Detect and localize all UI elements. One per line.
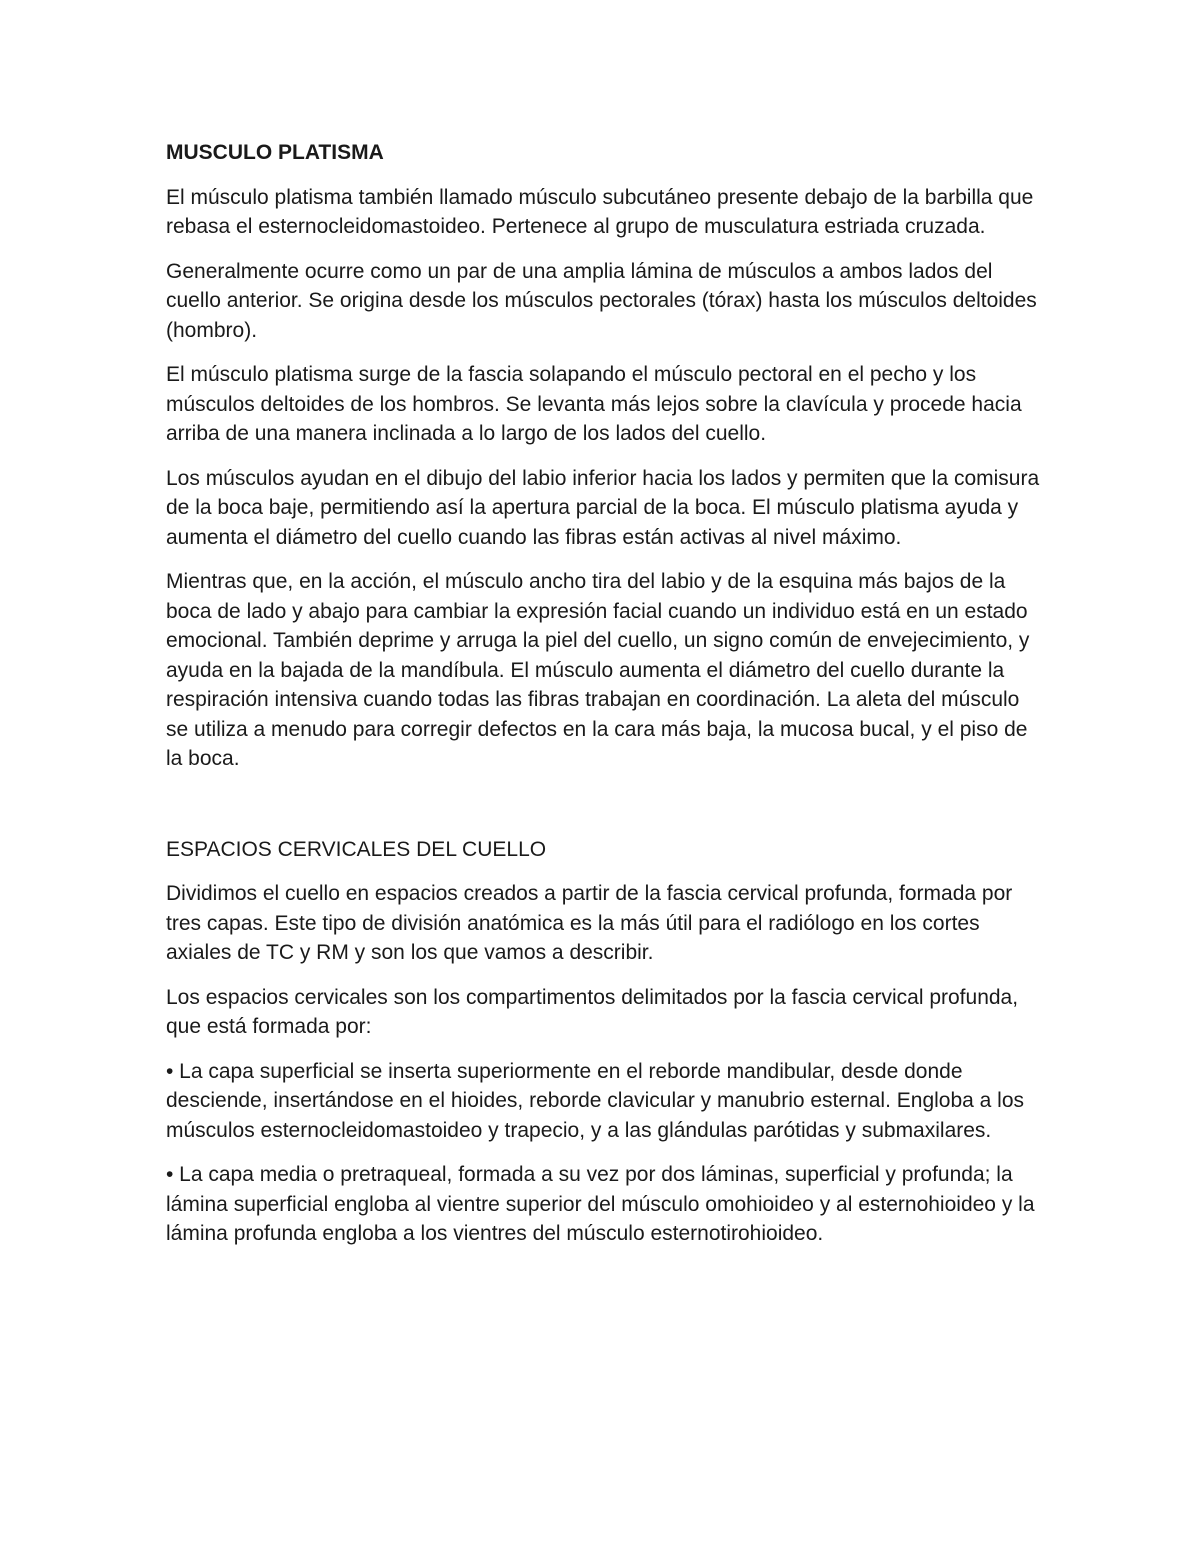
bullet-paragraph: • La capa media o pretraqueal, formada a su vez por dos láminas, superficial y profunda; la lámina superficial engloba al vientre superior del músculo omohioideo y al esternohioideo y la lámina profunda engloba a los vientres del músculo esternotirohioideo.: [166, 1163, 1035, 1245]
paragraph: El músculo platisma también llamado músculo subcutáneo presente debajo de la barbilla que rebasa el esternocleidomastoideo. Pertenece al grupo de musculatura estriada cruzada.: [166, 185, 1034, 238]
section-heading: ESPACIOS CERVICALES DEL CUELLO: [166, 837, 547, 861]
section-musculo-platisma: [166, 138, 1046, 774]
document-page: [166, 138, 1046, 1264]
section-espacios-cervicales: [166, 835, 1046, 1249]
paragraph: Mientras que, en la acción, el músculo ancho tira del labio y de la esquina más bajos de la boca de lado y abajo para cambiar la expresión facial cuando un individuo está en un estado emocional. También deprime y arruga la piel del cuello, un signo común de envejecimiento, y ayuda en la bajada de la mandíbula. El músculo aumenta el diámetro del cuello durante la respiración intensiva cuando todas las fibras trabajan en coordinación. La aleta del músculo se utiliza a menudo para corregir defectos en la cara más baja, la mucosa bucal, y el piso de la boca.: [166, 570, 1030, 770]
section-heading: MUSCULO PLATISMA: [166, 141, 384, 164]
paragraph: Dividimos el cuello en espacios creados a partir de la fascia cervical profunda, formada por tres capas. Este tipo de división anatómica es la más útil para el radiólogo en los cortes axiales de TC y RM y son los que vamos a describir.: [166, 882, 1013, 964]
paragraph: Los músculos ayudan en el dibujo del labio inferior hacia los lados y permiten que la comisura de la boca baje, permitiendo así la apertura parcial de la boca. El músculo platisma ayuda y aumenta el diámetro del cuello cuando las fibras están activas al nivel máximo.: [166, 466, 1040, 549]
paragraph: Los espacios cervicales son los compartimentos delimitados por la fascia cervical profunda, que está formada por:: [166, 985, 1019, 1038]
paragraph: Generalmente ocurre como un par de una amplia lámina de músculos a ambos lados del cuello anterior. Se origina desde los músculos pectorales (tórax) hasta los músculos deltoides (hombro).: [166, 259, 1037, 342]
bullet-paragraph: • La capa superficial se inserta superiormente en el reborde mandibular, desde donde desciende, insertándose en el hioides, reborde clavicular y manubrio esternal. Engloba a los músculos esternocleidomastoideo y trapecio, y a las glándulas parótidas y submaxilares.: [166, 1059, 1025, 1142]
paragraph: El músculo platisma surge de la fascia solapando el músculo pectoral en el pecho y los músculos deltoides de los hombros. Se levanta más lejos sobre la clavícula y procede hacia arriba de una manera inclinada a lo largo de los lados del cuello.: [166, 363, 1022, 445]
section-spacer: [166, 789, 1046, 835]
